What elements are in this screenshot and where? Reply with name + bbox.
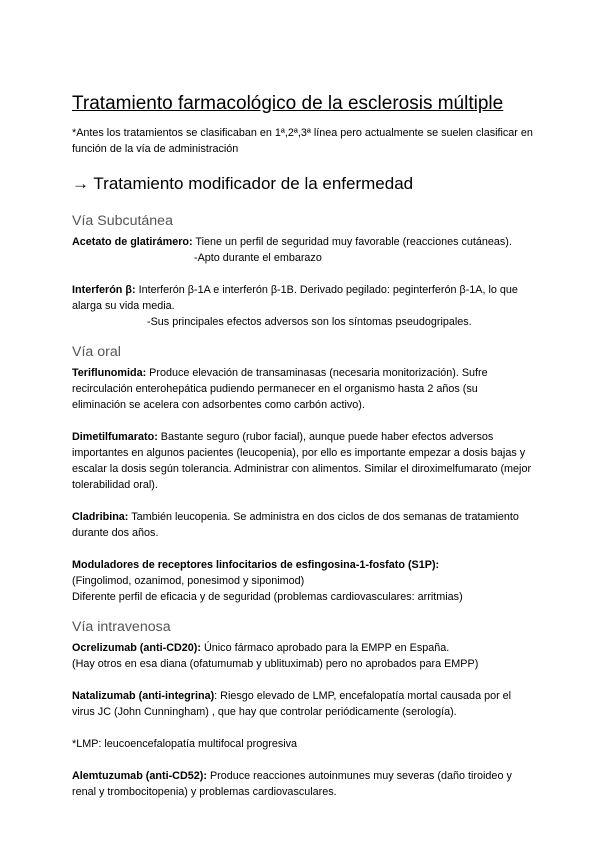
- drug-text: Produce reacciones autoinmunes muy severas (daño tiroideo y renal y trombocitopenia) y problemas cardiovasculares.: [72, 770, 512, 798]
- entry-cladribina: [72, 509, 534, 541]
- drug-name: Natalizumab (anti-integrina): [72, 690, 215, 702]
- entry-ocrelizumab-line2: (Hay otros en esa diana (ofatumumab y ublituximab) pero no aprobados para EMPP): [72, 658, 479, 670]
- drug-text: : Riesgo elevado de LMP, encefalopatía mortal causada por el virus JC (John Cunningham) , que hay que controlar periódicamente (serología).: [72, 690, 512, 718]
- drug-name: Dimetilfumarato:: [72, 431, 158, 443]
- intro-note: *Antes los tratamientos se clasificaban en 1ª,2ª,3ª línea pero actualmente se suelen clasificar en función de la vía de administración: [72, 127, 533, 155]
- entry-interferon: [72, 282, 534, 314]
- heading-subcutanea: Vía Subcutánea: [72, 213, 173, 229]
- drug-text: Único fármaco aprobado para la EMPP en España.: [200, 642, 450, 654]
- entry-glatiramero: [72, 234, 534, 250]
- drug-name: Moduladores de receptores linfocitarios de esfingosina-1-fosfato (S1P):: [72, 559, 440, 571]
- drug-name: Ocrelizumab (anti-CD20):: [72, 642, 201, 654]
- heading-oral: Vía oral: [72, 344, 121, 360]
- entry-ocrelizumab: [72, 640, 534, 656]
- entry-moduladores-line2: Diferente perfil de eficacia y de seguridad (problemas cardiovasculares: arritmias): [72, 591, 463, 603]
- entry-moduladores-title: [72, 557, 534, 573]
- heading-intravenosa: Vía intravenosa: [72, 619, 171, 635]
- entry-note: -Apto durante el embarazo: [194, 252, 322, 264]
- entry-teriflunomida: [72, 365, 534, 413]
- entry-alemtuzumab: [72, 768, 534, 800]
- entry-note: -Sus principales efectos adversos son los síntomas pseudogripales.: [147, 316, 472, 328]
- drug-name: Interferón β:: [72, 284, 136, 296]
- drug-text: Bastante seguro (rubor facial), aunque puede haber efectos adversos importantes en algunos pacientes (leucopenia), por ello es importante empezar a dosis bajas y escalar la dosis según tolerancia. Administrar con alimentos. Similar el diroximelfumarato (mejor tolerabilidad oral).: [72, 431, 532, 491]
- drug-text: También leucopenia. Se administra en dos ciclos de dos semanas de tratamiento durante dos años.: [72, 511, 519, 539]
- section-heading: → Tratamiento modificador de la enfermedad: [72, 174, 414, 193]
- entry-moduladores-line1: (Fingolimod, ozanimod, ponesimod y siponimod): [72, 575, 305, 587]
- drug-text: Interferón β-1A e interferón β-1B. Derivado pegilado: peginterferón β-1A, lo que alarga su vida media.: [72, 284, 518, 312]
- drug-name: Acetato de glatirámero:: [72, 236, 193, 248]
- drug-name: Cladribina:: [72, 511, 129, 523]
- entry-dimetilfumarato: [72, 429, 534, 493]
- entry-natalizumab: [72, 688, 534, 720]
- drug-text: Tiene un perfil de seguridad muy favorable (reacciones cutáneas).: [192, 236, 512, 248]
- drug-name: Alemtuzumab (anti-CD52):: [72, 770, 207, 782]
- drug-name: Teriflunomida:: [72, 367, 147, 379]
- page-title: Tratamiento farmacológico de la esclerosis múltiple: [72, 93, 504, 114]
- drug-text: Produce elevación de transaminasas (necesaria monitorización). Sufre recirculación enterohepática pudiendo permanecer en el organismo hasta 2 años (su eliminación se acelera con adsorbentes como carbón activo).: [72, 367, 488, 411]
- lmp-note: *LMP: leucoencefalopatía multifocal progresiva: [72, 738, 298, 750]
- document-page: [72, 92, 534, 800]
